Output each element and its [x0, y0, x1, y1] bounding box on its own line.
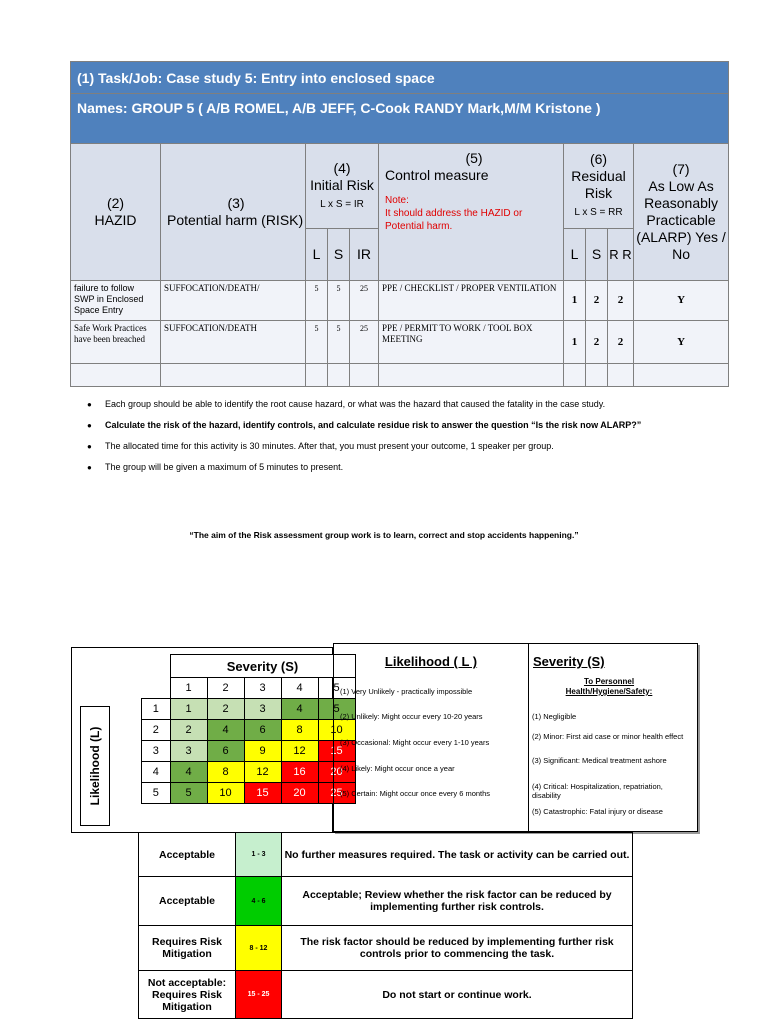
l-cell: 5 — [306, 281, 328, 321]
matrix-cell: 15 — [244, 783, 281, 804]
matrix-cell: 25 — [318, 783, 355, 804]
matrix-cell: 9 — [244, 741, 281, 762]
table-row — [71, 321, 729, 364]
legend-item: (3) Significant: Medical treatment ashore — [532, 756, 667, 765]
matrix-cell: 2 — [170, 720, 207, 741]
matrix-cell: 4 — [170, 762, 207, 783]
acceptance-range: 15 - 25 — [236, 971, 282, 1019]
instruction-item: ● The allocated time for this activity is 30 minutes. After that, you must present your outcome, 1 speaker per group. — [87, 439, 707, 454]
initial-ir-header: IR — [350, 229, 379, 281]
severity-axis-label: Severity (S) — [170, 655, 355, 678]
initial-l-header: L — [306, 229, 328, 281]
legend-item: (4) Likely: Might occur once a year — [340, 764, 455, 773]
task-title: (1) Task/Job: Case study 5: Entry into enclosed space — [71, 62, 729, 94]
residual-risk-header: (6) Residual Risk L x S = RR — [564, 144, 634, 229]
alarp-cell: Y — [634, 281, 729, 321]
likelihood-row-header: 5 — [142, 783, 171, 804]
severity-col-header: 1 — [170, 678, 207, 699]
acceptance-label: Requires Risk Mitigation — [139, 926, 236, 971]
empty-row — [71, 364, 729, 387]
matrix-cell: 20 — [318, 762, 355, 783]
matrix-cell: 12 — [281, 741, 318, 762]
legend-item: (5) Certain: Might occur once every 6 months — [340, 789, 491, 798]
acceptance-description: No further measures required. The task or activity can be carried out. — [282, 833, 633, 877]
instruction-item: ● Calculate the risk of the hazard, identify controls, and calculate residue risk to answer the question “Is the risk now ALARP?” — [87, 418, 707, 433]
acceptance-row — [139, 926, 633, 971]
legend-item: (2) Unlikely: Might occur every 10-20 years — [340, 712, 483, 721]
group-names: Names: GROUP 5 ( A/B ROMEL, A/B JEFF, C-Cook RANDY Mark,M/M Kristone ) — [71, 94, 729, 144]
severity-col-header: 5 — [318, 678, 355, 699]
severity-col-header: 4 — [281, 678, 318, 699]
legend-item: (5) Catastrophic: Fatal injury or disease — [532, 807, 663, 816]
matrix-cell: 6 — [207, 741, 244, 762]
severity-legend — [529, 644, 697, 831]
matrix-cell: 4 — [207, 720, 244, 741]
legend-item: (4) Critical: Hospitalization, repatriation, disability — [532, 782, 663, 800]
acceptance-range: 8 - 12 — [236, 926, 282, 971]
s-cell: 5 — [328, 281, 350, 321]
likelihood-legend — [334, 644, 529, 831]
matrix-cell: 3 — [170, 741, 207, 762]
instructions-list — [87, 397, 707, 481]
rl-cell: 1 — [564, 321, 586, 364]
alarp-cell: Y — [634, 321, 729, 364]
harm-header: (3) Potential harm (RISK) — [161, 144, 306, 281]
matrix-cell: 10 — [207, 783, 244, 804]
instruction-item: ● Each group should be able to identify the root cause hazard, or what was the hazard that caused the fatality in the case study. — [87, 397, 707, 412]
matrix-cell: 10 — [318, 720, 355, 741]
severity-legend-title: Severity (S) — [533, 654, 605, 669]
harm-cell: SUFFOCATION/DEATH/ — [161, 281, 306, 321]
instruction-item: ● The group will be given a maximum of 5 minutes to present. — [87, 460, 707, 475]
initial-s-header: S — [328, 229, 350, 281]
aim-statement: “The aim of the Risk assessment group work is to learn, correct and stop accidents happening.” — [189, 530, 579, 540]
likelihood-row-header: 1 — [142, 699, 171, 720]
likelihood-row-header: 4 — [142, 762, 171, 783]
acceptance-label: Not acceptable: Requires Risk Mitigation — [139, 971, 236, 1019]
rs-cell: 2 — [586, 281, 608, 321]
matrix-cell: 8 — [207, 762, 244, 783]
risk-acceptance-table — [138, 832, 633, 1019]
likelihood-row-header: 2 — [142, 720, 171, 741]
note-label: Note: — [385, 195, 409, 206]
matrix-cell: 4 — [281, 699, 318, 720]
ir-cell: 25 — [350, 281, 379, 321]
acceptance-label: Acceptable — [139, 877, 236, 926]
risk-assessment-form — [70, 61, 729, 387]
matrix-cell: 20 — [281, 783, 318, 804]
legend-item: (1) Very Unlikely - practically impossible — [340, 687, 473, 696]
matrix-cell: 15 — [318, 741, 355, 762]
likelihood-row-header: 3 — [142, 741, 171, 762]
matrix-cell: 8 — [281, 720, 318, 741]
acceptance-row — [139, 833, 633, 877]
severity-col-header: 2 — [207, 678, 244, 699]
risk-legend — [333, 643, 698, 832]
rl-cell: 1 — [564, 281, 586, 321]
l-cell: 5 — [306, 321, 328, 364]
rs-cell: 2 — [586, 321, 608, 364]
legend-item: (1) Negligible — [532, 712, 577, 721]
residual-s-header: S — [586, 229, 608, 281]
acceptance-range: 4 - 6 — [236, 877, 282, 926]
matrix-cell: 1 — [170, 699, 207, 720]
harm-cell: SUFFOCATION/DEATH — [161, 321, 306, 364]
matrix-cell: 16 — [281, 762, 318, 783]
residual-l-header: L — [564, 229, 586, 281]
rr-cell: 2 — [608, 281, 634, 321]
matrix-cell: 2 — [207, 699, 244, 720]
initial-risk-header: (4) Initial Risk L x S = IR — [306, 144, 379, 229]
ir-cell: 25 — [350, 321, 379, 364]
legend-item: (3) Occasional: Might occur every 1-10 years — [340, 738, 490, 747]
matrix-cell: 6 — [244, 720, 281, 741]
s-cell: 5 — [328, 321, 350, 364]
table-row — [71, 281, 729, 321]
matrix-cell: 5 — [170, 783, 207, 804]
acceptance-row — [139, 971, 633, 1019]
severity-col-header: 3 — [244, 678, 281, 699]
acceptance-description: Acceptable; Review whether the risk factor can be reduced by implementing further risk controls. — [282, 877, 633, 926]
hazid-header: (2) HAZID — [71, 144, 161, 281]
note-text: It should address the HAZID or Potential harm. — [385, 208, 523, 232]
control-measure-header: (5) Control measure Note: It should address the HAZID or Potential harm. — [379, 144, 564, 281]
severity-legend-subtitle: To Personnel Health/Hygiene/Safety: — [565, 677, 653, 696]
hazid-cell: failure to follow SWP in Enclosed Space Entry — [71, 281, 161, 321]
matrix-cell: 3 — [244, 699, 281, 720]
risk-matrix — [141, 654, 356, 804]
acceptance-row — [139, 877, 633, 926]
acceptance-range: 1 - 3 — [236, 833, 282, 877]
alarp-header: (7) As Low As Reasonably Practicable (ALARP) Yes / No — [634, 144, 729, 281]
control-cell: PPE / CHECKLIST / PROPER VENTILATION — [379, 281, 564, 321]
acceptance-label: Acceptable — [139, 833, 236, 877]
hazid-cell: Safe Work Practices have been breached — [71, 321, 161, 364]
likelihood-axis-label: Likelihood (L) — [80, 706, 110, 826]
residual-rr-header: R R — [608, 229, 634, 281]
matrix-cell: 5 — [318, 699, 355, 720]
matrix-cell: 12 — [244, 762, 281, 783]
acceptance-description: The risk factor should be reduced by implementing further risk controls prior to commencing the task. — [282, 926, 633, 971]
rr-cell: 2 — [608, 321, 634, 364]
acceptance-description: Do not start or continue work. — [282, 971, 633, 1019]
likelihood-legend-title: Likelihood ( L ) — [384, 654, 478, 669]
control-cell: PPE / PERMIT TO WORK / TOOL BOX MEETING — [379, 321, 564, 364]
legend-item: (2) Minor: First aid case or minor health effect — [532, 732, 684, 741]
